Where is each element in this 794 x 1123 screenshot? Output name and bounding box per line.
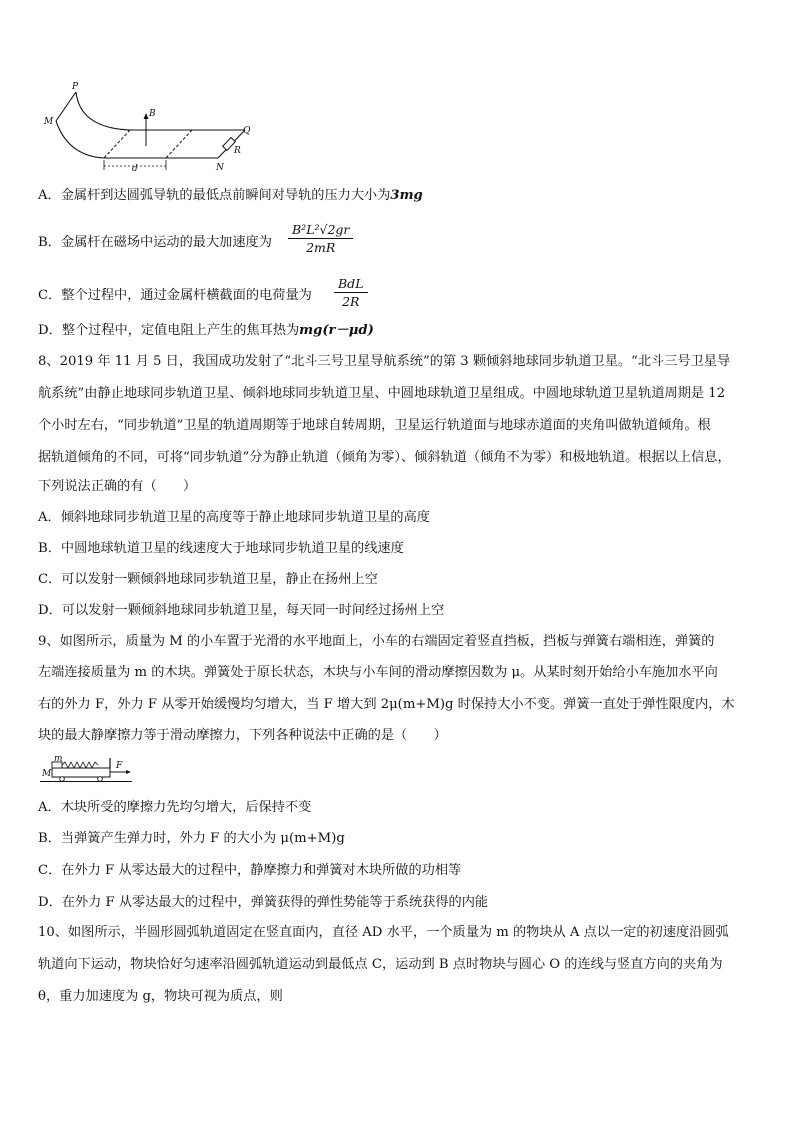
q10-stem-line: θ，重力加速度为 g，物块可视为质点，则 (38, 989, 283, 1004)
label-M: M (44, 117, 54, 127)
q9-option-a: A．木块所受的摩擦力先均匀增大，后保持不变 (38, 800, 312, 815)
q7-option-b-denominator: 2mR (306, 240, 336, 255)
q9-stem-line: 9、如图所示，质量为 M 的小车置于光滑的水平地面上，小车的右端固定着竖直挡板，挡板与弹簧右端相连，弹簧的 (38, 634, 715, 649)
q9-option-d: D．在外力 F 从零达最大的过程中，弹簧获得的弹性势能等于系统获得的内能 (38, 895, 489, 910)
q7-option-b-text: B．金属杆在磁场中运动的最大加速度为 (38, 235, 272, 250)
q7-option-b (38, 233, 758, 253)
q8-option-b: B．中圆地球轨道卫星的线速度大于地球同步轨道卫星的线速度 (38, 541, 404, 556)
q8-stem-line: 8、2019 年 11 月 5 日，我国成功发射了“北斗三号卫星导航系统”的第 3 颗倾斜地球同步轨道卫星。“北斗三号卫星导 (38, 354, 731, 369)
q9-option-b: B．当弹簧产生弹力时，外力 F 的大小为 μ(m+M)g (38, 831, 345, 846)
label-m-block: m (54, 754, 63, 764)
label-F-force: F (116, 761, 123, 771)
q7-option-d (38, 321, 758, 341)
q8-option-a: A．倾斜地球同步轨道卫星的高度等于静止地球同步轨道卫星的高度 (38, 510, 430, 525)
label-P: P (72, 82, 79, 92)
q8-stem-line: 下列说法正确的有（ ） (38, 479, 197, 494)
q7-option-c-denominator: 2R (342, 294, 360, 309)
q8-stem-line: 航系统”由静止地球同步轨道卫星、倾斜地球同步轨道卫星、中圆地球轨道卫星组成。中圆地球轨道卫星轨道周期是 12 (38, 386, 726, 401)
q7-option-c-text: C．整个过程中，通过金属杆横截面的电荷量为 (38, 288, 312, 303)
label-R: R (234, 146, 241, 156)
q7-option-c-fraction (334, 276, 368, 309)
rail-figure (40, 78, 260, 173)
cart-figure (40, 756, 140, 786)
q7-option-a (38, 186, 758, 206)
q8-stem-line: 据轨道倾角的不同，可将“同步轨道”分为静止轨道（倾角为零）、倾斜轨道（倾角不为零）和极地轨道。根据以上信息， (38, 450, 731, 465)
q7-option-c-numerator: BdL (334, 276, 368, 293)
q7-option-d-value: mg(r－μd) (299, 323, 374, 338)
q7-option-b-fraction (288, 222, 353, 255)
label-B: B (149, 109, 156, 119)
q8-option-d: D．可以发射一颗倾斜地球同步轨道卫星，每天同一时间经过扬州上空 (38, 603, 445, 618)
q7-option-c (38, 286, 758, 306)
q9-stem-line: 右的外力 F，外力 F 从零开始缓慢均匀增大，当 F 增大到 2μ(m+M)g 时保持大小不变。弹簧一直处于弹性限度内，木 (38, 697, 735, 712)
label-M-cart: M (42, 769, 52, 779)
label-d: d (132, 164, 138, 174)
q10-stem-line: 轨道向下运动，物块恰好匀速率沿圆弧轨道运动到最低点 C，运动到 B 点时物块与圆心 O 的连线与竖直方向的夹角为 (38, 957, 723, 972)
q7-option-b-numerator: B²L²√2gr (288, 222, 353, 239)
label-N: N (216, 163, 224, 173)
q9-stem-line: 块的最大静摩擦力等于滑动摩擦力，下列各种说法中正确的是（ ） (38, 728, 447, 743)
q9-stem-line: 左端连接质量为 m 的木块。弹簧处于原长状态，木块与小车间的滑动摩擦因数为 μ。从某时刻开始给小车施加水平向 (38, 665, 718, 680)
q10-stem-line: 10、如图所示，半圆形圆弧轨道固定在竖直面内，直径 AD 水平，一个质量为 m 的物块从 A 点以一定的初速度沿圆弧 (38, 925, 729, 940)
q7-option-a-text: A．金属杆到达圆弧导轨的最低点前瞬间对导轨的压力大小为 (38, 188, 391, 203)
label-Q: Q (243, 126, 251, 136)
q9-option-c: C．在外力 F 从零达最大的过程中，静摩擦力和弹簧对木块所做的功相等 (38, 863, 462, 878)
q8-option-c: C．可以发射一颗倾斜地球同步轨道卫星，静止在扬州上空 (38, 572, 378, 587)
q7-option-d-text: D．整个过程中，定值电阻上产生的焦耳热为 (38, 323, 300, 338)
q8-stem-line: 个小时左右，“同步轨道”卫星的轨道周期等于地球自转周期，卫星运行轨道面与地球赤道面的夹角叫做轨道倾角。根 (38, 418, 711, 433)
q7-option-a-value: 3mg (390, 188, 423, 203)
